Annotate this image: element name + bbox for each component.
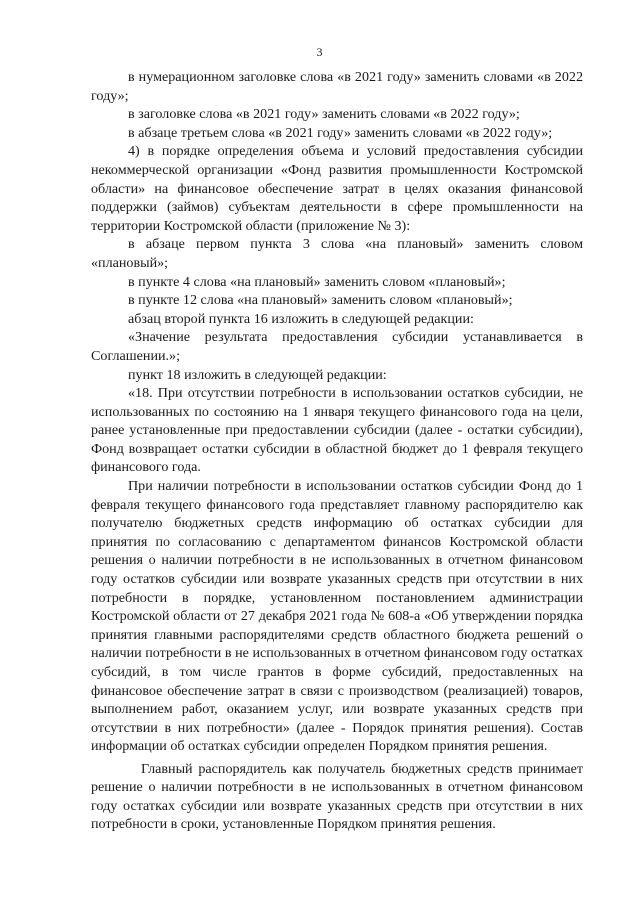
- paragraph: в нумерационном заголовке слова «в 2021 году» заменить словами «в 2022 году»;: [91, 69, 583, 104]
- paragraph: «Значение результата предоставления субсидии устанавливается в Соглашении.»;: [91, 329, 583, 364]
- page-number: 3: [316, 45, 323, 59]
- paragraph: в пункте 12 слова «на плановый» заменить словом «плановый»;: [128, 292, 513, 309]
- paragraph: Главный распорядитель как получатель бюджетных средств принимает решение о наличии потребности в не использованных в отчетном финансовом году остатках субсидии или возврате указанных средств при отсутствии в них потребности в сроки, установленные Порядком принятия решения.: [91, 760, 583, 832]
- paragraph: в заголовке слова «в 2021 году» заменить словами «в 2022 году»;: [128, 106, 520, 123]
- paragraph: абзац второй пункта 16 изложить в следующей редакции:: [128, 310, 474, 327]
- paragraph: При наличии потребности в использовании остатков субсидии Фонд до 1 февраля текущего финансового года представляет главному распорядителю как получателю бюджетных средств информацию об остатках субсидии для принятия по согласованию с департаментом финансов Костромской области решения о наличии потребности в не использованных в отчетном финансовом году остатков субсидии или возврате указанных средств при отсутствии в них потребности в порядке, установленном постановлением администрации Костромской области от 27 декабря 2021 года № 608-а «Об утверждении порядка принятия главными распорядителями средств областного бюджета решений о наличии потребности в не использованных в отчетном финансовом году остатках субсидий, в том числе грантов в форме субсидий, предоставленных на финансовое обеспечение затрат в связи с производством (реализацией) товаров, выполнением работ, оказанием услуг, или возврате указанных средств при отсутствии в них потребности» (далее - Порядок принятия решения). Состав информации об остатках субсидии определен Порядком принятия решения.: [91, 478, 583, 755]
- paragraph: «18. При отсутствии потребности в использовании остатков субсидии, не использованных по состоянию на 1 января текущего финансового года на цели, ранее установленные при предоставлении субсидии (далее - остатки субсидии), Фонд возвращает остатки субсидии в областной бюджет до 1 февраля текущего финансового года.: [91, 385, 583, 476]
- paragraph: в пункте 4 слова «на плановый» заменить словом «плановый»;: [128, 273, 506, 290]
- paragraph: в абзаце третьем слова «в 2021 году» заменить словами «в 2022 году»;: [128, 124, 553, 141]
- paragraph: пункт 18 изложить в следующей редакции:: [128, 366, 387, 383]
- paragraph: в абзаце первом пункта 3 слова «на плановый» заменить словом «плановый»;: [91, 236, 583, 271]
- document-body: [91, 68, 583, 833]
- paragraph: 4) в порядке определения объема и условий предоставления субсидии некоммерческой организации «Фонд развития промышленности Костромской области» на финансовое обеспечение затрат в целях оказания финансовой поддержки (займов) субъектам деятельности в сфере промышленности на территории Костромской области (приложение № 3):: [91, 143, 583, 234]
